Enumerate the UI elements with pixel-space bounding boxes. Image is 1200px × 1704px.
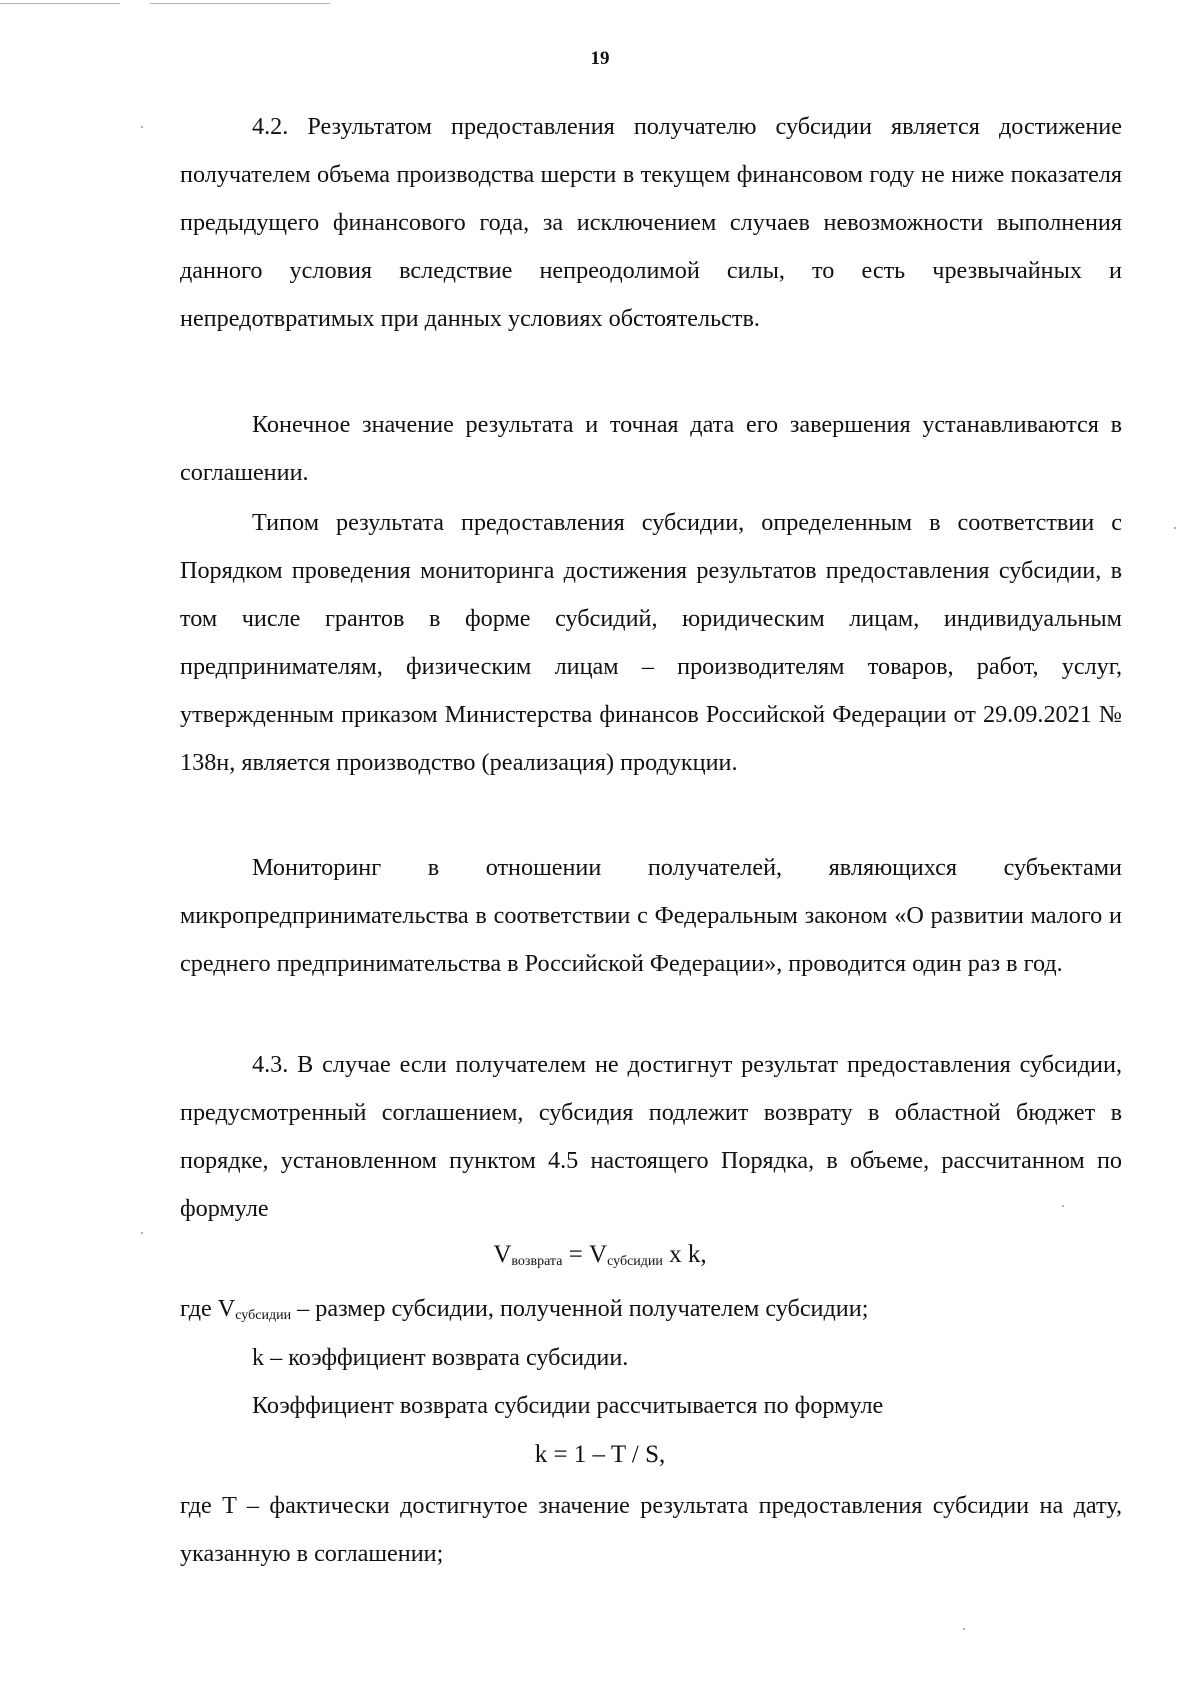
scan-edge-line xyxy=(150,3,330,4)
paragraph-4-2: 4.2. Результатом предоставления получателю субсидии является достижение получателем объема производства шерсти в текущем финансовом году не ниже показателя предыдущего финансового года, за исключением случаев невозможности выполнения данного условия вследствие непреодолимой силы, то есть чрезвычайных и непредотвратимых при данных условиях обстоятельств. xyxy=(180,113,1122,332)
formula-equals: = xyxy=(562,1241,590,1268)
paragraph-monitoring: Мониторинг в отношении получателей, являющихся субъектами микропредпринимательства в соответствии с Федеральным законом «О развитии малого и среднего предпринимательства в Российской Федерации», проводится один раз в год. xyxy=(180,854,1122,977)
scan-speck xyxy=(963,1628,965,1630)
paragraph-4-3: 4.3. В случае если получателем не достигнут результат предоставления субсидии, предусмотренный соглашением, субсидия подлежит возврату в областной бюджет в порядке, установленном пунктом 4.5 настоящего Порядка, в объеме, рассчитанном по формуле xyxy=(180,1051,1122,1222)
formula-coefficient: k = 1 – T / S, xyxy=(534,1441,666,1468)
scan-speck xyxy=(1062,1205,1064,1207)
formula-sub-return: возврата xyxy=(511,1254,563,1269)
paragraph-final-value: Конечное значение результата и точная дата его завершения устанавливаются в соглашении. xyxy=(180,411,1122,486)
definition-t: где T – фактически достигнутое значение результата предоставления субсидии на дату, указанную в соглашении; xyxy=(180,1492,1122,1567)
definition-v-subsidy xyxy=(180,1285,1122,1340)
formula-return-volume xyxy=(0,1235,1200,1282)
formula-v-symbol-2: V xyxy=(589,1241,608,1268)
scan-speck xyxy=(141,1232,143,1234)
page-number: 19 xyxy=(590,48,610,69)
scan-edge-line xyxy=(0,3,120,4)
definition-k: k – коэффициент возврата субсидии. xyxy=(252,1344,629,1371)
paragraph-result-type: Типом результата предоставления субсидии, определенным в соответствии с Порядком проведения мониторинга достижения результатов предоставления субсидии, в том числе грантов в форме субсидий, юридическим лицам, индивидуальным предпринимателям, физическим лицам – производителям товаров, работ, услуг, утвержденным приказом Министерства финансов Российской Федерации от 29.09.2021 № 138н, является производство (реализация) продукции. xyxy=(180,509,1122,776)
definition-v-sub: субсидии xyxy=(235,1308,292,1323)
formula-sub-subsidy: субсидии xyxy=(607,1254,663,1269)
scan-speck xyxy=(1174,527,1176,529)
definition-v-prefix: где V xyxy=(180,1295,236,1322)
formula-tail: x k, xyxy=(662,1241,707,1268)
formula-v-symbol: V xyxy=(493,1241,512,1268)
definition-v-text: – размер субсидии, полученной получателем субсидии; xyxy=(291,1295,869,1322)
coefficient-intro: Коэффициент возврата субсидии рассчитывается по формуле xyxy=(252,1392,884,1419)
scan-speck xyxy=(141,126,143,128)
